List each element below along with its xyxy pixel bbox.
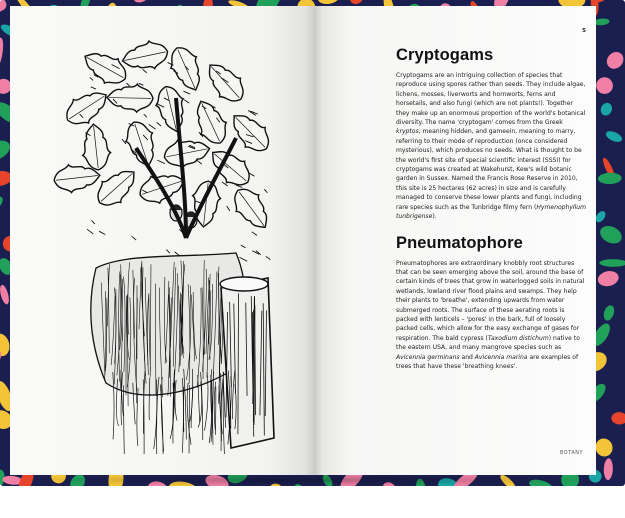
hatch-mark	[92, 220, 95, 224]
root-strand	[191, 386, 193, 428]
body-run: and	[459, 353, 475, 361]
hatch-mark	[196, 160, 202, 164]
hatch-mark	[87, 229, 93, 234]
section-gap	[396, 222, 586, 234]
hatch-mark	[266, 256, 271, 259]
hatch-mark	[183, 91, 190, 94]
root-strand	[189, 385, 190, 453]
body-run: Pneumatophores are extraordinary knobbly root structures that can be seen emerging above the soil, around the base of certain kinds of trees that grow in waterlogged soils in natural wetlands, lowland river flood plains and swamps. They help their plants to 'breathe', extending upwards from water submerged roots. The surface of these aerating roots is packed with lenticels – 'pores' in the bark, full of loosely packed cells, which allow for the easy exchange of gases for respiration. The bald cypress (	[396, 259, 585, 342]
hatch-mark	[227, 206, 230, 211]
hatch-mark	[157, 160, 164, 163]
italic-term: Avicennia marina	[474, 353, 528, 361]
italic-term: Hymenophyllum tunbrigense	[396, 203, 586, 221]
section-title-pneumatophore: Pneumatophore	[396, 233, 523, 252]
hatch-mark	[166, 250, 169, 254]
hatch-mark	[252, 232, 257, 236]
italic-term: Taxodium distichum	[487, 334, 549, 342]
hatch-mark	[90, 77, 93, 80]
hatch-mark	[149, 124, 156, 129]
hatch-mark	[91, 87, 96, 89]
hatch-mark	[184, 100, 189, 103]
hatch-mark	[249, 173, 254, 176]
root-strand	[137, 388, 138, 446]
italic-term: Avicennia germinans	[396, 353, 460, 361]
hatch-mark	[99, 231, 105, 234]
hatch-mark	[264, 189, 267, 193]
stump-top	[220, 277, 268, 291]
text-column	[396, 46, 586, 371]
section-body-pneumatophore	[396, 259, 586, 372]
hatch-mark	[239, 257, 247, 261]
woodcut-oak-illustration	[36, 38, 298, 454]
hatch-mark	[144, 114, 147, 117]
hatch-mark	[139, 83, 144, 85]
section-title-cryptogams: Cryptogams	[396, 46, 494, 64]
right-page	[314, 6, 596, 475]
root-strand	[123, 385, 124, 454]
body-run: are examples of trees that have these 'breathing knees'.	[396, 353, 579, 370]
italic-term: kryptos	[396, 128, 419, 136]
body-run: ) native to the eastern USA, and many mangrove species such as	[396, 334, 580, 352]
hatch-mark	[157, 122, 161, 126]
page-number: 5	[582, 28, 586, 34]
body-run: ).	[432, 213, 437, 221]
body-run: , meaning hidden, and gameein, meaning to marry, referring to their mode of reproduction (once considered mysterious), which produces no seeds. What is thought to be the world's first site of special scientific interest (SSSI) for cryptogams was created at Wakehurst, Kew's wild botanic garden in Sussex. Named the Francis Rose Reserve in 2010, this site is 25 hectares (62 acres) in size and is carefully managed to conserve these lower plants and fungi, including rare species such as the Tunbridge filmy fern (	[396, 128, 582, 211]
body-run: Cryptogams are an intriguing collection of species that reproduce using spores rather than seeds. They include algae, lichens, mosses, liverworts and hornworts, ferns and horsetails, and also fungi (which are not plants!). Together they make up an enormous proportion of the world's botanical diversity. The name 'cryptogam' comes from the Greek	[396, 72, 586, 127]
book-shadow	[6, 474, 606, 486]
running-footer: BOTANY	[560, 451, 583, 456]
hatch-mark	[241, 245, 246, 248]
hatch-mark	[143, 69, 147, 72]
left-page	[10, 6, 314, 475]
hatch-mark	[126, 83, 129, 86]
hatch-mark	[132, 236, 137, 240]
section-body-cryptogams	[396, 71, 586, 222]
